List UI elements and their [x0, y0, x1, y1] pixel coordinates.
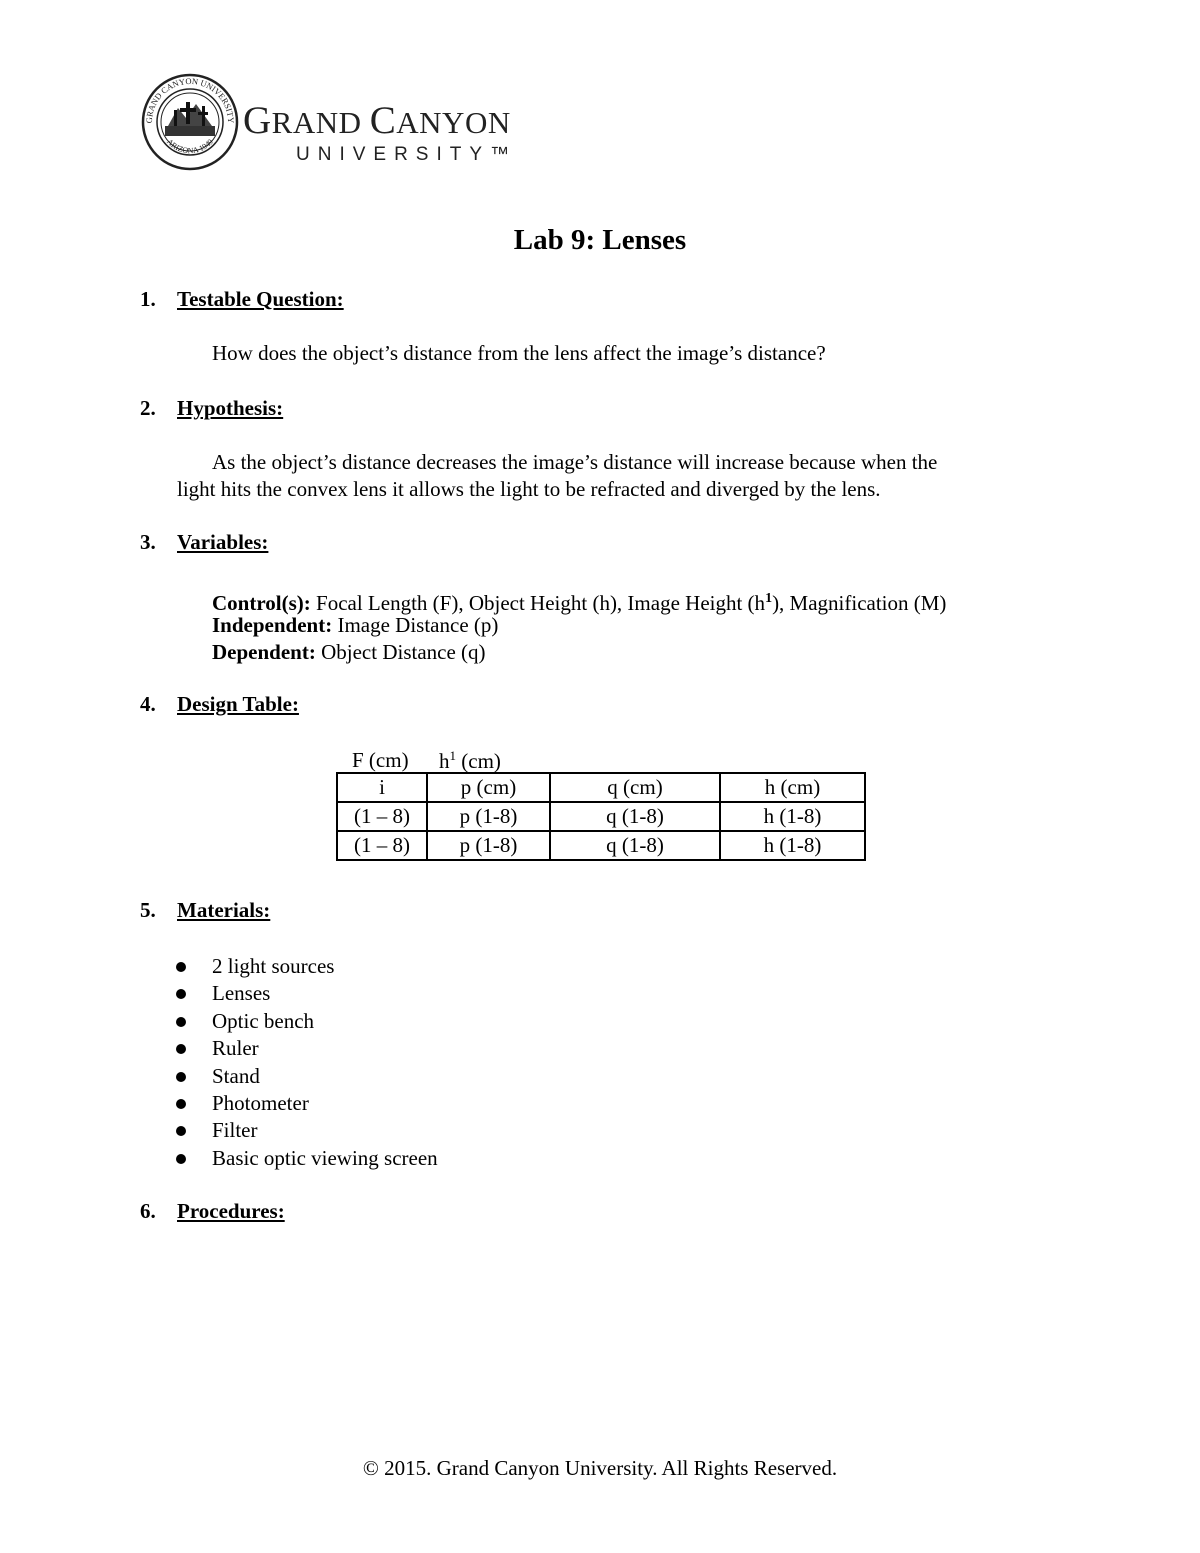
table-cell: p (1-8) — [427, 831, 550, 860]
table-cell: q (1-8) — [550, 831, 720, 860]
list-item: Ruler — [212, 1036, 259, 1060]
bullet-icon — [176, 1072, 186, 1082]
table-preheader-image-height: $h^1$ (cm) — [439, 748, 501, 773]
svg-text:ARIZONA 1949: ARIZONA 1949 — [165, 137, 215, 156]
page-title: Lab 9: Lenses — [513, 224, 687, 256]
logo-subtitle: UNIVERSITY™ — [296, 144, 518, 165]
table-cell: (1 – 8) — [337, 802, 427, 831]
section-number: 1. — [140, 287, 156, 311]
section-number: 4. — [140, 692, 156, 716]
table-cell: h (1-8) — [720, 802, 865, 831]
table-cell: q (cm) — [550, 773, 720, 802]
table-cell: p (1-8) — [427, 802, 550, 831]
table-preheader-focal-length: F (cm) — [352, 748, 409, 772]
bullet-icon — [176, 1044, 186, 1054]
bullet-icon — [176, 1126, 186, 1136]
list-item: Photometer — [212, 1091, 309, 1115]
svg-text:GRAND CANYON UNIVERSITY: GRAND CANYON UNIVERSITY — [143, 75, 237, 124]
testable-question-text: How does the object’s distance from the lens affect the image’s distance? — [212, 341, 826, 365]
section-heading-variables: Variables: — [177, 530, 269, 554]
table-cell: i — [337, 773, 427, 802]
list-item: Stand — [212, 1064, 260, 1088]
section-heading-testable-question: Testable Question: — [177, 287, 344, 311]
table-row — [337, 773, 865, 802]
list-item: Lenses — [212, 981, 271, 1005]
control-variables: Control(s): Focal Length (F), Object Height (h), Image Height $(h^1)$, Magnification (M) — [212, 591, 947, 615]
list-item: Optic bench — [212, 1009, 315, 1033]
dependent-variable: Dependent: Object Distance (q) — [212, 640, 486, 664]
copyright-footer: © 2015. Grand Canyon University. All Rights Reserved. — [362, 1456, 838, 1480]
university-seal-icon — [140, 72, 240, 172]
bullet-icon — [176, 1099, 186, 1109]
bullet-icon — [176, 962, 186, 972]
section-heading-design-table: Design Table: — [177, 692, 299, 716]
table-cell: (1 – 8) — [337, 831, 427, 860]
list-item: Basic optic viewing screen — [212, 1146, 438, 1170]
hypothesis-line-1: As the object’s distance decreases the image’s distance will increase because when the — [212, 450, 938, 474]
bullet-icon — [176, 1154, 186, 1164]
table-row — [337, 802, 865, 831]
section-number: 2. — [140, 396, 156, 420]
hypothesis-line-2: light hits the convex lens it allows the light to be refracted and diverged by the lens. — [177, 477, 881, 501]
section-number: 5. — [140, 898, 156, 922]
logo-wordmark: GRAND CANYON — [243, 99, 511, 142]
section-number: 6. — [140, 1199, 156, 1223]
design-table — [336, 772, 866, 861]
list-item: 2 light sources — [212, 954, 335, 978]
table-cell: h (1-8) — [720, 831, 865, 860]
table-cell: h (cm) — [720, 773, 865, 802]
table-cell: q (1-8) — [550, 802, 720, 831]
section-heading-procedures: Procedures: — [177, 1199, 285, 1223]
table-cell: p (cm) — [427, 773, 550, 802]
list-item: Filter — [212, 1118, 258, 1142]
bullet-icon — [176, 1017, 186, 1027]
independent-variable: Independent: Image Distance (p) — [212, 613, 499, 637]
table-row — [337, 831, 865, 860]
section-heading-materials: Materials: — [177, 898, 271, 922]
section-heading-hypothesis: Hypothesis: — [177, 396, 284, 420]
bullet-icon — [176, 989, 186, 999]
university-logo — [140, 72, 580, 172]
section-number: 3. — [140, 530, 156, 554]
